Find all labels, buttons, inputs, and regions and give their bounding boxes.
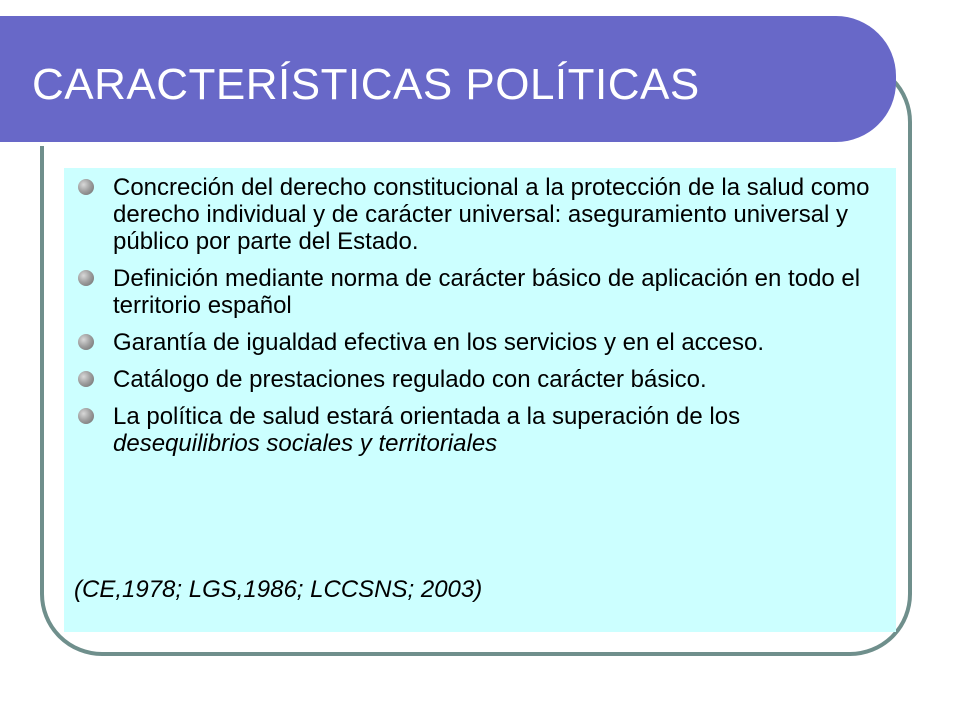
bullet-text: Catálogo de prestaciones regulado con carácter básico. bbox=[113, 366, 707, 393]
bullet-dot-icon bbox=[78, 408, 94, 424]
bullet-list bbox=[64, 174, 872, 467]
bullet-item bbox=[64, 329, 872, 356]
bullet-text: Garantía de igualdad efectiva en los servicios y en el acceso. bbox=[113, 329, 765, 356]
bullet-item bbox=[64, 366, 872, 393]
bullet-text: Concreción del derecho constitucional a la protección de la salud como derecho individual y de carácter universal: aseguramiento universal y público por parte del Estado. bbox=[113, 174, 870, 255]
title-bar bbox=[0, 16, 896, 142]
title-underline bbox=[0, 142, 848, 146]
bullet-dot-icon bbox=[78, 270, 94, 286]
content-box bbox=[64, 168, 896, 632]
slide-title: CARACTERÍSTICAS POLÍTICAS bbox=[32, 60, 700, 109]
bullet-dot-icon bbox=[78, 179, 94, 195]
bullet-item bbox=[64, 403, 872, 457]
bullet-text: La política de salud estará orientada a la superación de los bbox=[113, 403, 741, 430]
bullet-dot-icon bbox=[78, 371, 94, 387]
bullet-text: Definición mediante norma de carácter básico de aplicación en todo el territorio español bbox=[113, 265, 861, 319]
reference-citation: (CE,1978; LGS,1986; LCCSNS; 2003) bbox=[74, 576, 483, 603]
bullet-item bbox=[64, 174, 872, 255]
bullet-dot-icon bbox=[78, 334, 94, 350]
bullet-emphasis: desequilibrios sociales y territoriales bbox=[113, 430, 498, 457]
bullet-item bbox=[64, 265, 872, 319]
